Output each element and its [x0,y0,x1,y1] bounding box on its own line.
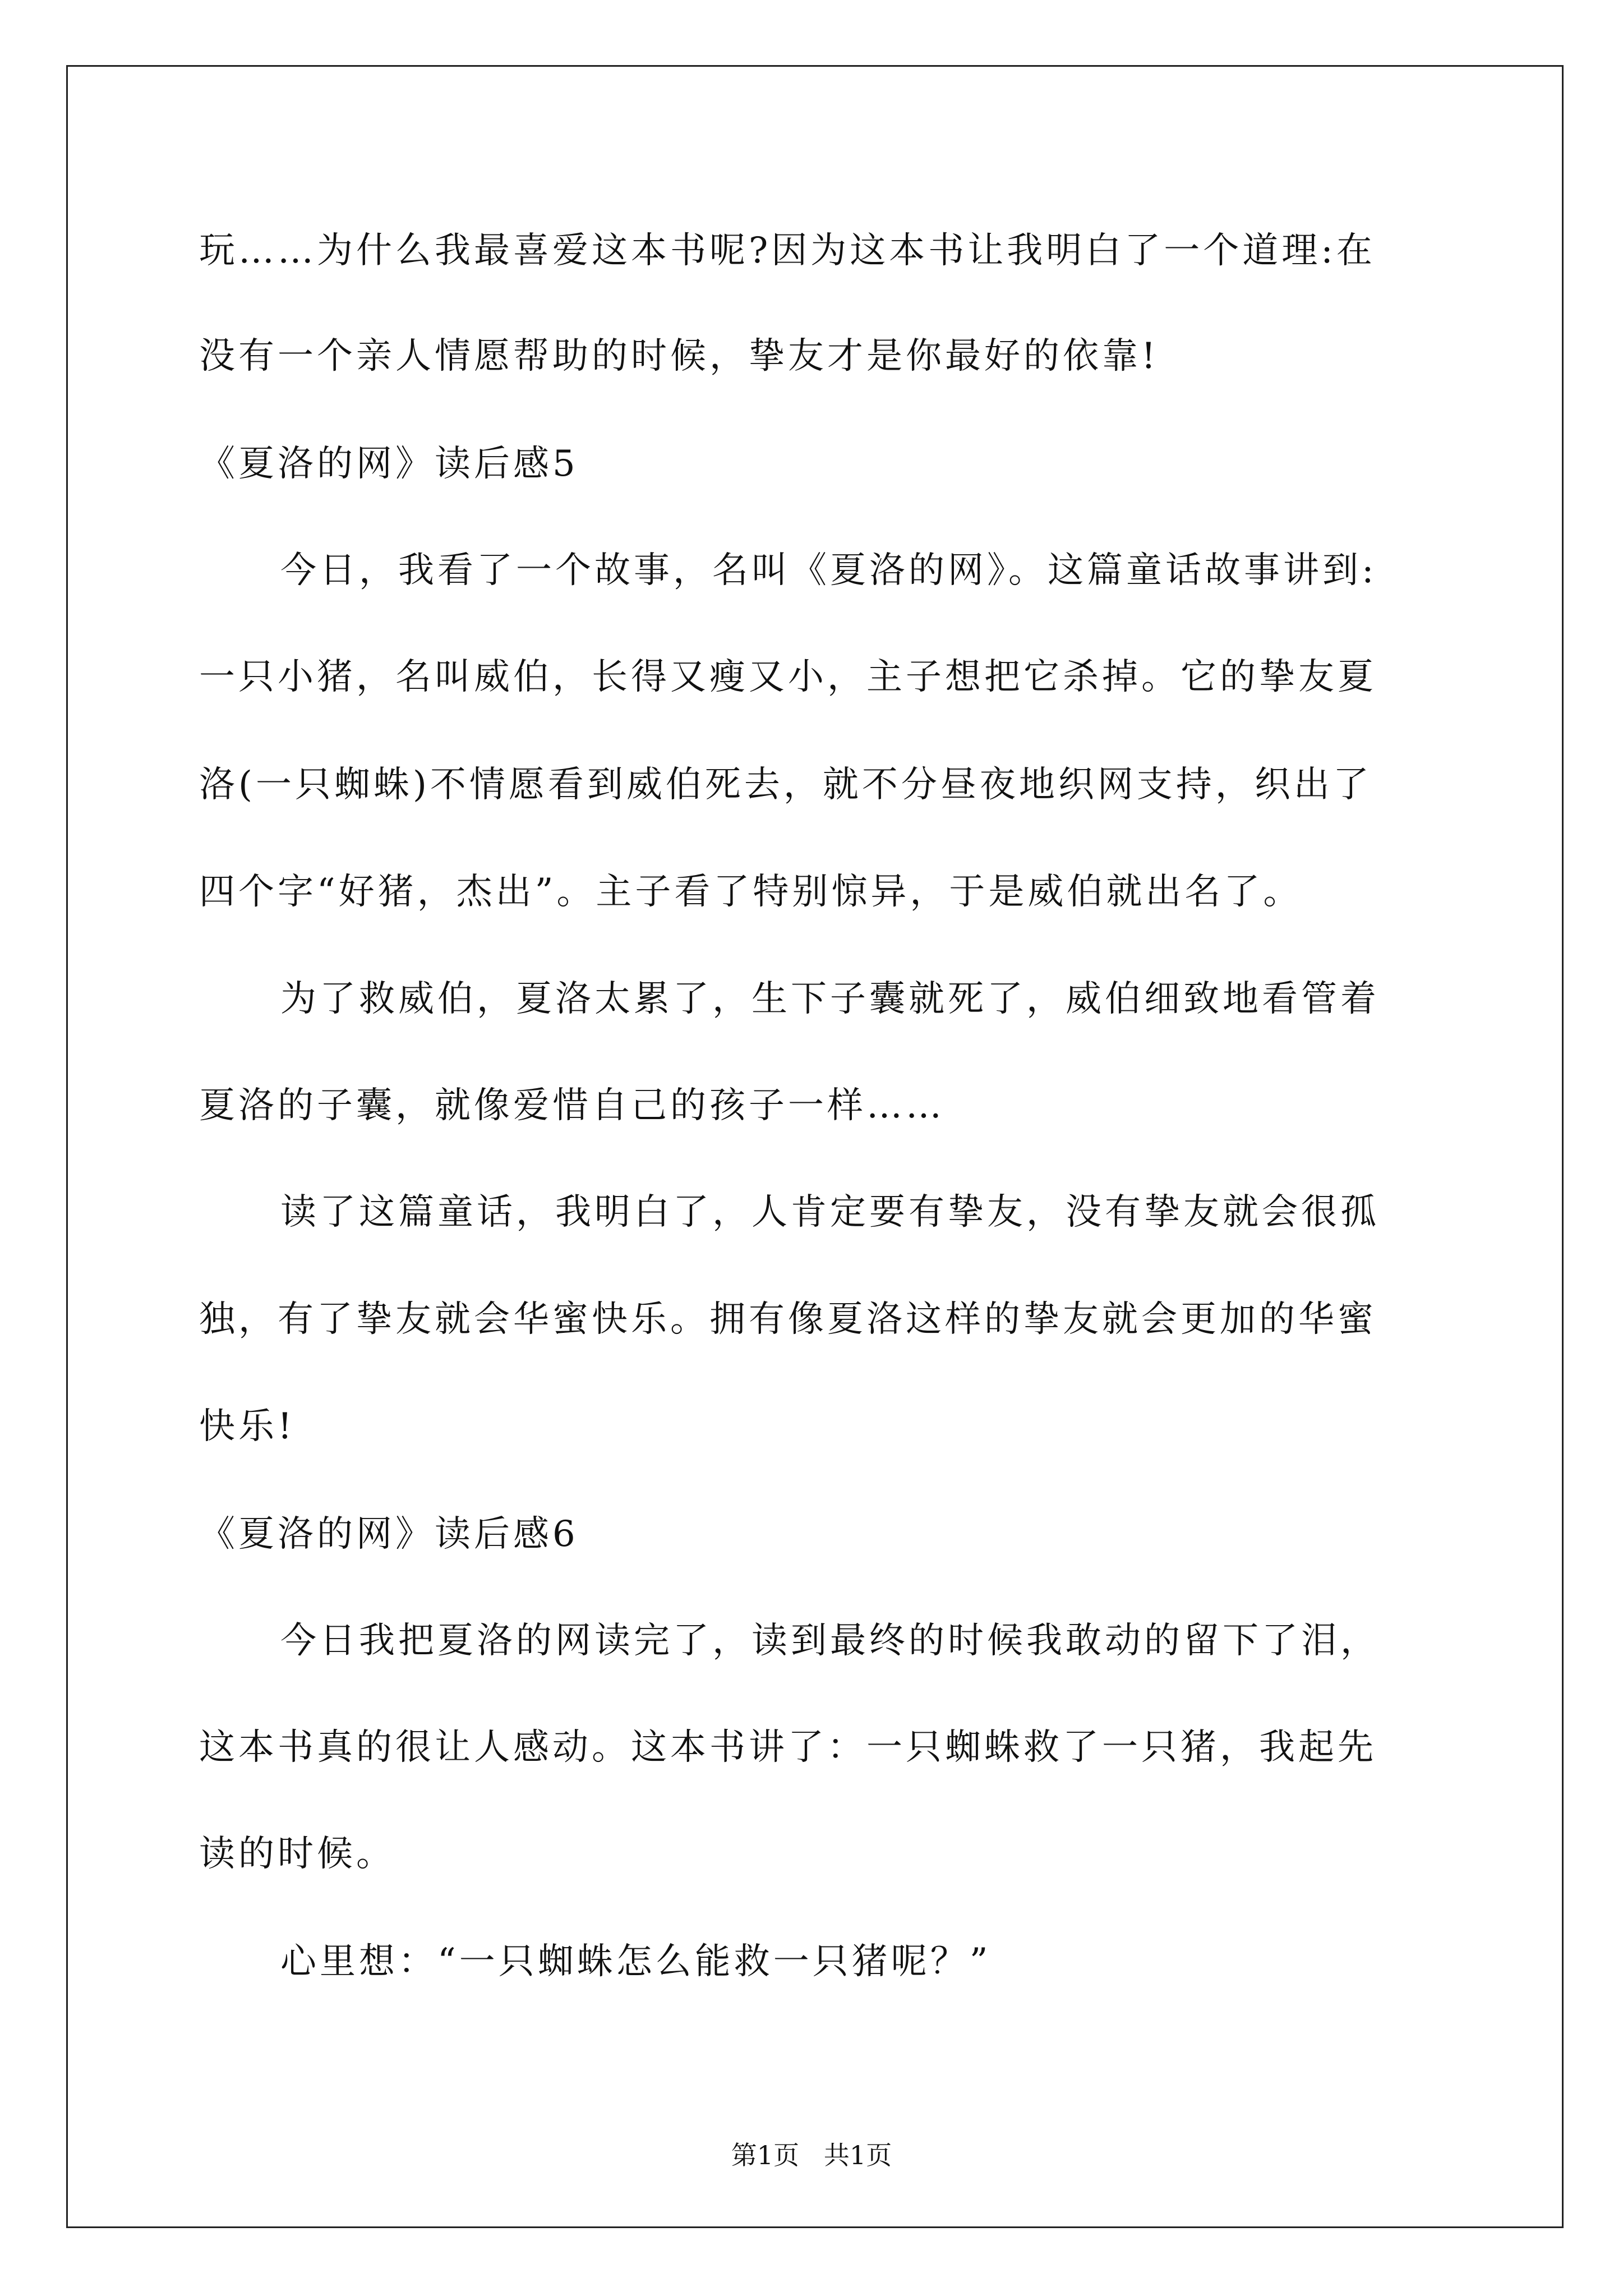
paragraph-line: 夏洛的子囊，就像爱惜自己的孩子一样…… [199,1085,945,1126]
paragraph-line: 洛(一只蜘蛛)不情愿看到威伯死去，就不分昼夜地织网支持，织出了 [199,764,1372,806]
page-border [66,65,1564,2228]
paragraph-line: 一只小猪，名叫威伯，长得又瘦又小，主子想把它杀掉。它的挚友夏 [199,656,1377,698]
paragraph-line: 今日我把夏洛的网读完了，读到最终的时候我敢动的留下了泪， [280,1620,1380,1662]
paragraph-line: 四个字“好猪，杰出”。主子看了特别惊异，于是威伯就出名了。 [199,871,1303,913]
paragraph-line: 读了这篇童话，我明白了，人肯定要有挚友，没有挚友就会很孤 [280,1191,1380,1233]
paragraph-line: 为了救威伯，夏洛太累了，生下子囊就死了，威伯细致地看管着 [280,978,1380,1020]
paragraph-line: 读的时候。 [199,1833,395,1875]
paragraph-line: 这本书真的很让人感动。这本书讲了：一只蜘蛛救了一只猪，我起先 [199,1727,1377,1768]
paragraph-line: 快乐! [199,1406,296,1447]
paragraph-line: 独，有了挚友就会华蜜快乐。拥有像夏洛这样的挚友就会更加的华蜜 [199,1299,1377,1340]
section-heading: 《夏洛的网》读后感5 [199,443,579,485]
paragraph-line: 心里想：“一只蜘蛛怎么能救一只猪呢？” [280,1941,992,1982]
paragraph-line: 没有一个亲人情愿帮助的时候，挚友才是你最好的依靠! [199,335,1159,377]
section-heading: 《夏洛的网》读后感6 [199,1513,579,1555]
page-footer: 第1页 共1页 [731,2140,892,2170]
paragraph-line: 今日，我看了一个故事，名叫《夏洛的网》。这篇童话故事讲到: [280,550,1377,591]
paragraph-line: 玩……为什么我最喜爱这本书呢?因为这本书让我明白了一个道理:在 [199,230,1376,272]
